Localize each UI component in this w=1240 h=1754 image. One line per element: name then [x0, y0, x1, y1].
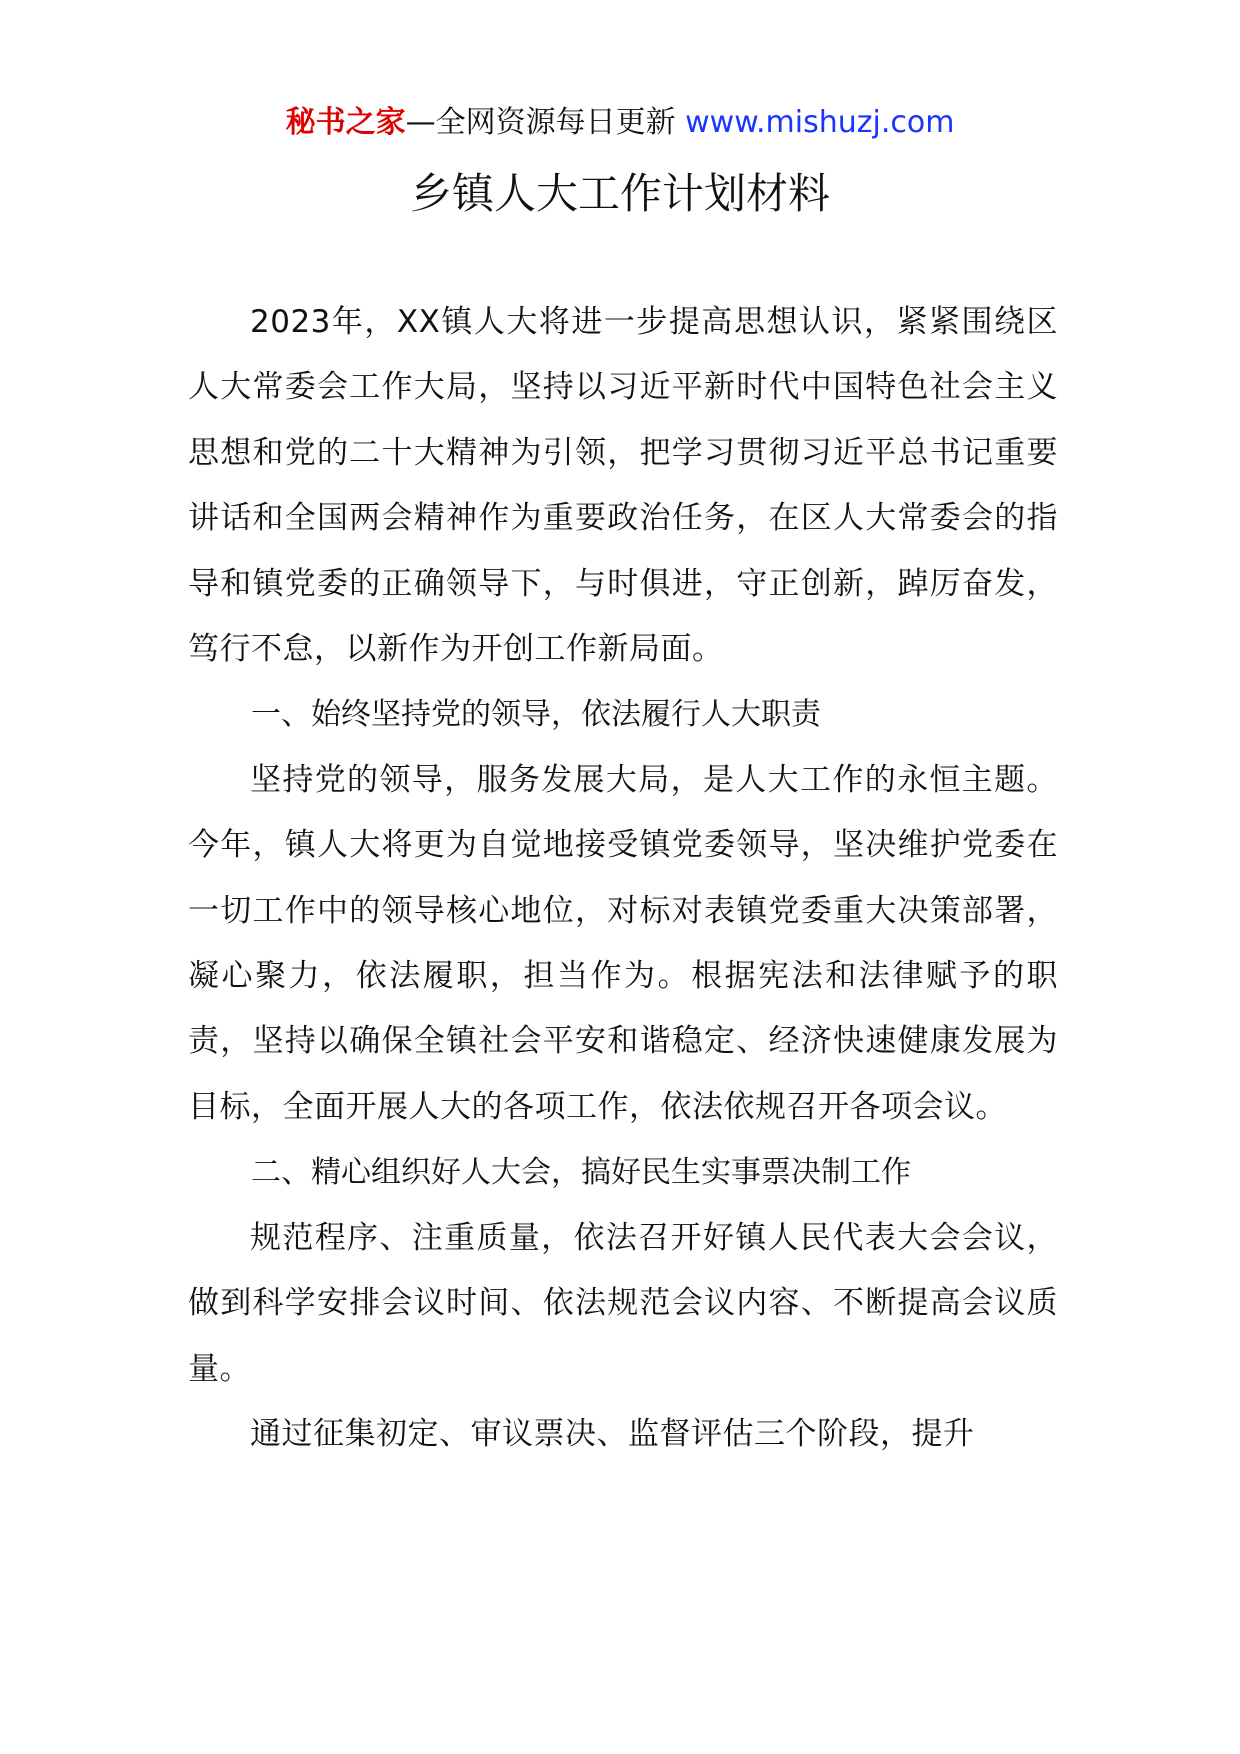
- document-title: 乡镇人大工作计划材料: [409, 169, 830, 218]
- section-2-paragraph-1: 规范程序、注重质量，依法召开好镇人民代表大会会议，做到科学安排会议时间、依法规范会议内容、不断提高会议质量。: [188, 1219, 1058, 1387]
- banner-slogan: —全网资源每日更新: [405, 105, 686, 140]
- section-heading-1: 一、始终坚持党的领导，依法履行人大职责: [251, 697, 821, 733]
- document-body: [188, 290, 1058, 1467]
- header-banner: [0, 103, 1240, 143]
- section-2-paragraph-2: 通过征集初定、审议票决、监督评估三个阶段，提升: [250, 1415, 975, 1452]
- website-link[interactable]: www.mishuzj.com: [685, 105, 955, 140]
- section-1-paragraph: 坚持党的领导，服务发展大局，是人大工作的永恒主题。今年，镇人大将更为自觉地接受镇党委领导，坚决维护党委在一切工作中的领导核心地位，对标对表镇党委重大决策部署，凝心聚力，依法履职，担当作为。根据宪法和法律赋予的职责，坚持以确保全镇社会平安和谐稳定、经济快速健康发展为目标，全面开展人大的各项工作，依法依规召开各项会议。: [188, 761, 1058, 1125]
- intro-paragraph: 2023年，XX镇人大将进一步提高思想认识，紧紧围绕区人大常委会工作大局，坚持以习近平新时代中国特色社会主义思想和党的二十大精神为引领，把学习贯彻习近平总书记重要讲话和全国两会精神作为重要政治任务，在区人大常委会的指导和镇党委的正确领导下，与时俱进，守正创新，踔厉奋发，笃行不怠，以新作为开创工作新局面。: [188, 304, 1058, 668]
- brand-name: 秘书之家: [285, 105, 406, 140]
- section-heading-2: 二、精心组织好人大会，搞好民生实事票决制工作: [251, 1155, 911, 1191]
